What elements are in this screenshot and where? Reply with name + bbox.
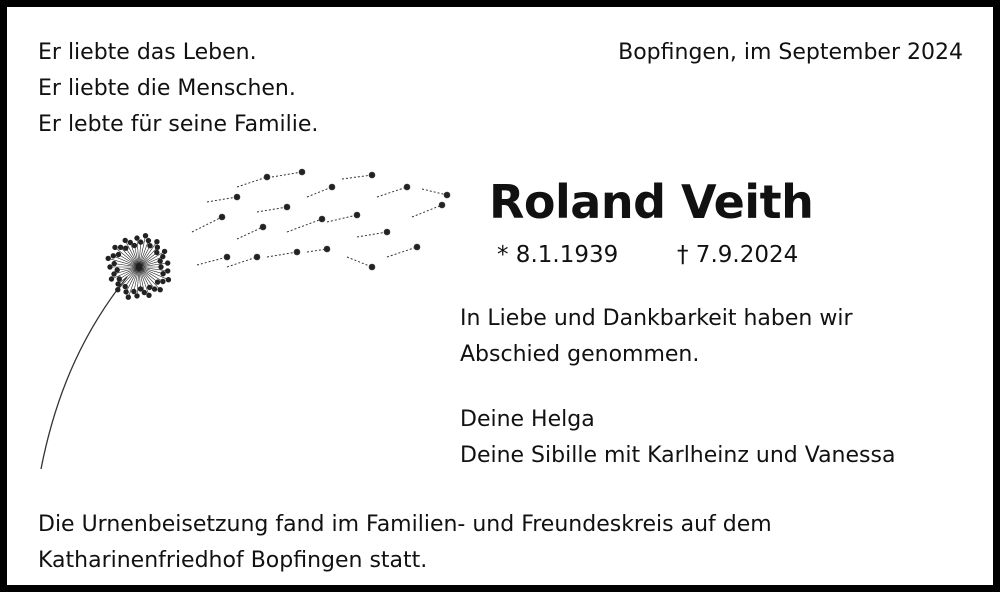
farewell-line: Abschied genommen. [460,342,700,367]
deceased-name: Roland Veith [489,175,814,229]
birth-date: * 8.1.1939 [497,242,619,268]
mourner-line: Deine Helga [460,407,595,432]
dandelion-icon [27,157,467,477]
motto-line: Er liebte das Leben. [38,40,257,65]
motto-line: Er liebte die Menschen. [38,76,296,101]
burial-line: Die Urnenbeisetzung fand im Familien- und Freundeskreis auf dem [38,512,772,537]
mourner-line: Deine Sibille mit Karlheinz und Vanessa [460,443,896,468]
farewell-text [460,301,853,373]
farewell-line: In Liebe und Dankbarkeit haben wir [460,306,853,331]
death-date: † 7.9.2024 [677,242,799,268]
place-date: Bopfingen, im September 2024 [618,40,963,65]
mourners [460,402,895,474]
burial-line: Katharinenfriedhof Bopfingen statt. [38,548,428,573]
motto-line: Er lebte für seine Familie. [38,112,319,137]
burial-note [38,507,772,579]
motto [38,35,318,143]
